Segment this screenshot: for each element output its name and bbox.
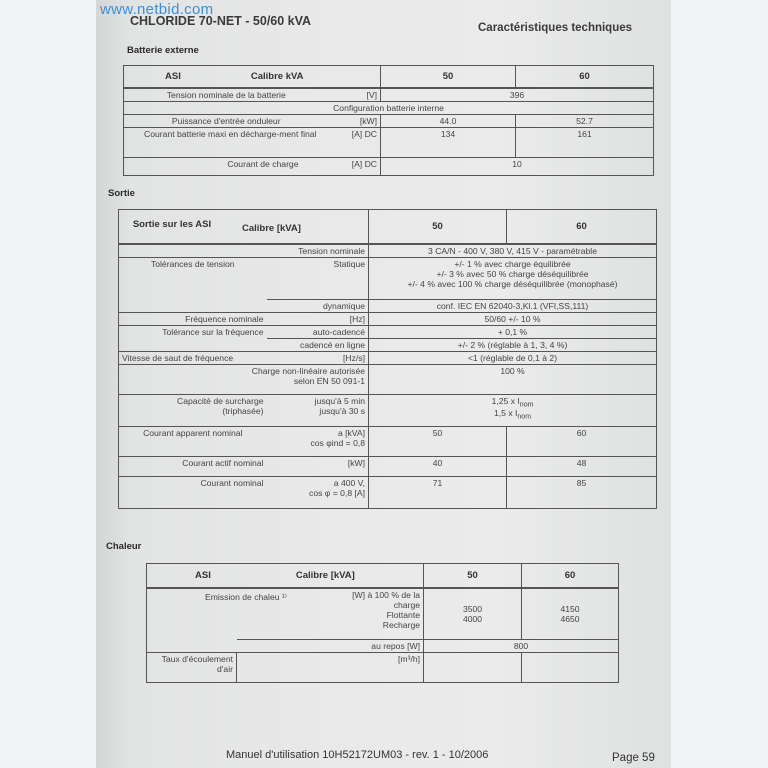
section-chaleur-label: Chaleur	[106, 541, 142, 552]
table-row: Courant batterie maxi en décharge-ment final [A] DC 134 161	[124, 127, 654, 157]
sortie-table	[118, 209, 657, 509]
section-title: Caractéristiques techniques	[478, 22, 633, 34]
chaleur-header-left: ASI Calibre [kVA]	[147, 564, 424, 588]
batterie-col-60: 60	[516, 66, 654, 88]
table-row: cadencé en ligne +/- 2 % (réglable à 1, 3, 4 %)	[119, 338, 657, 351]
table-row: Tolérance sur la fréquence auto-cadencé + 0,1 %	[119, 325, 657, 338]
chaleur-col-60: 60	[522, 564, 619, 588]
table-row: au repos [W] 800	[147, 640, 619, 653]
chaleur-col-50: 50	[424, 564, 522, 588]
table-row: Tolérances de tension Statique +/- 1 % avec charge équilibrée +/- 3 % avec 50 % charge déséquilibrée +/- 4 % avec 100 % charge déséquilibrée (monophasé)	[119, 257, 657, 299]
section-sortie-label: Sortie	[108, 188, 135, 199]
sortie-col-50: 50	[369, 210, 507, 244]
tolerance-statique-values: +/- 1 % avec charge équilibrée +/- 3 % avec 50 % charge déséquilibrée +/- 4 % avec 100 % charge déséquilibrée (monophasé)	[369, 257, 657, 299]
table-row: dynamique conf. IEC EN 62040-3,Kl.1 (VFI,SS,111)	[119, 299, 657, 312]
batterie-col-50: 50	[381, 66, 516, 88]
chaleur-table	[146, 563, 619, 683]
table-row: Puissance d'entrée onduleur [kW] 44.0 52.7	[124, 114, 654, 127]
table-row: Taux d'écoulement d'air [m³/h]	[147, 653, 619, 683]
table-row: Tension nominale 3 CA/N - 400 V, 380 V, 415 V - paramétrable	[119, 244, 657, 258]
section-batterie-label: Batterie externe	[127, 45, 199, 56]
table-row: Vitesse de saut de fréquence [Hz/s] <1 (réglable de 0,1 à 2)	[119, 351, 657, 364]
footer-manual-ref: Manuel d'utilisation 10H52172UM03 - rev. 1 - 10/2006	[226, 749, 489, 761]
watermark: www.netbid.com	[100, 1, 214, 18]
table-row: Charge non-linéaire autorisée selon EN 50 091-1 100 %	[119, 364, 657, 394]
table-row: Courant actif nominal [kW] 40 48	[119, 456, 657, 476]
batterie-table	[123, 65, 654, 176]
sortie-header-left: Sortie sur les ASI Calibre [kVA]	[119, 210, 369, 244]
page-number: Page 59	[612, 752, 655, 764]
sortie-col-60: 60	[507, 210, 657, 244]
table-row: Configuration batterie interne	[124, 101, 654, 114]
table-row: Fréquence nominale [Hz] 50/60 +/- 10 %	[119, 312, 657, 325]
document-page	[96, 0, 671, 768]
table-row: Courant de charge [A] DC 10	[124, 157, 654, 175]
doc-title: CHLORIDE 70-NET - 50/60 kVA	[130, 14, 312, 28]
table-row: Tension nominale de la batterie [V] 396	[124, 88, 654, 102]
table-row: Courant apparent nominal a [kVA] cos φind = 0,8 50 60	[119, 426, 657, 456]
table-row: Emission de chaleu ¹⁾ [W] à 100 % de la charge Flottante Recharge 3500 4000 4150 4650	[147, 588, 619, 640]
table-row: Capacité de surcharge (triphasée) jusqu'à 5 min jusqu'à 30 s 1,25 x $I_{nom}$ 1,5 x $I_{nom}$	[119, 394, 657, 426]
batterie-header-left: ASI Calibre kVA	[124, 66, 381, 88]
table-row: Courant nominal a 400 V, cos φ = 0,8 [A] 71 85	[119, 476, 657, 508]
